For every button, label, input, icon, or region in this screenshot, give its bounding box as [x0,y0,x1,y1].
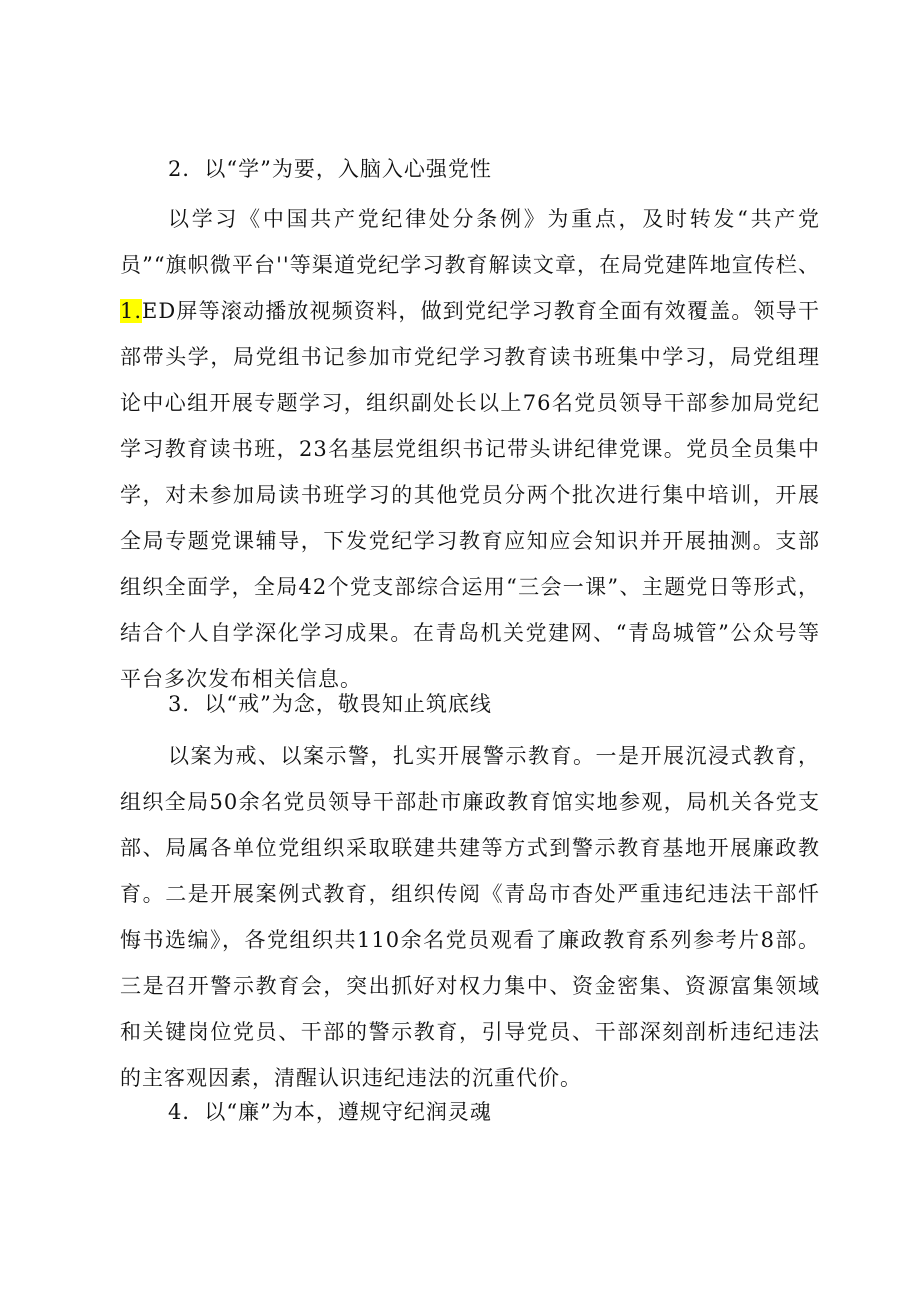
section-3-paragraph: 以案为戒、以案示警，扎实开展警示教育。一是开展沉浸式教育，组织全局50余名党员领导干部赴市廉政教育馆实地参观，局机关各党支部、局属各单位党组织采取联建共建等方式到警示教育基地开展廉政教育。二是开展案例式教育，组织传阅《青岛市杳处严重违纪违法干部忏悔书选编》，各党组织共110余名党员观看了廉政教育系列参考片8部。三是召开警示教育会，突出抓好对权力集中、资金密集、资源富集领域和关键岗位党员、干部的警示教育，引导党员、干部深刻剖析违纪违法的主客观因素，清醒认识违纪违法的沉重代价。 [120,744,820,1090]
section-2-paragraph-part-1: 以学习《中国共产党纪律处分条例》为重点，及时转发“共产党员”“旗帜微平台''等渠道党纪学习教育解读文章，在局党建阵地宣传栏、 [120,207,820,277]
section-4-heading: 4．以“廉”为本，遵规守纪润灵魂 [168,1100,492,1124]
section-2-paragraph-part-2: ED屏等滚动播放视频资料，做到党纪学习教育全面有效覆盖。领导干部带头学，局党组书记参加市党纪学习教育读书班集中学习，局党组理论中心组开展专题学习，组织副处长以上76名党员领导干部参加局党纪学习教育读书班，23名基层党组织书记带头讲纪律党课。党员全员集中学，对未参加局读书班学习的其他党员分两个批次进行集中培训，开展全局专题党课辅导，下发党纪学习教育应知应会知识并开展抽测。支部组织全面学，全局42个党支部综合运用“三会一课”、主题党日等形式，结合个人自学深化学习成果。在青岛机关党建网、“青岛城管”公众号等平台多次发布相关信息。 [120,299,820,691]
section-2-heading: 2．以“学”为要，入脑入心强党性 [168,157,492,181]
section-2-paragraph [120,196,820,702]
section-3-heading: 3．以“戒”为念，敬畏知止筑底线 [168,692,492,716]
highlighted-text: 1. [120,299,143,323]
